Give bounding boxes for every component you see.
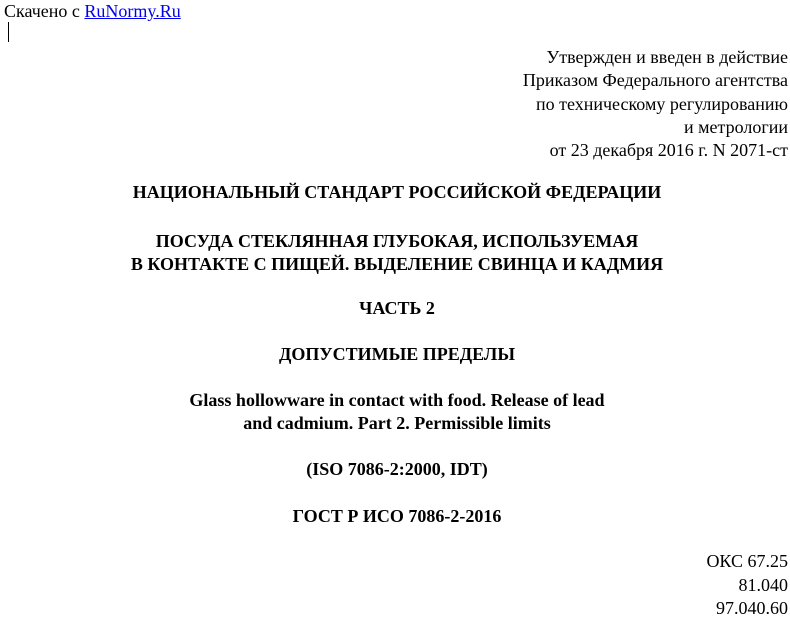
- document-title-ru-line: В КОНТАКТЕ С ПИЩЕЙ. ВЫДЕЛЕНИЕ СВИНЦА И КАДМИЯ: [130, 254, 664, 274]
- subtitle-heading: ДОПУСТИМЫЕ ПРЕДЕЛЫ: [278, 344, 515, 364]
- approval-line: от 23 декабря 2016 г. N 2071-ст: [549, 140, 788, 161]
- iso-reference: (ISO 7086-2:2000, IDT): [306, 459, 488, 479]
- document-title-en-line: and cadmium. Part 2. Permissible limits: [243, 413, 551, 433]
- document-title-ru-line: ПОСУДА СТЕКЛЯННАЯ ГЛУБОКАЯ, ИСПОЛЬЗУЕМАЯ: [155, 231, 639, 251]
- approval-line: и метрологии: [684, 116, 788, 137]
- document-title-en-line: Glass hollowware in contact with food. Release of lead: [189, 390, 605, 410]
- approval-line: по техническому регулированию: [535, 93, 788, 114]
- source-line: [4, 0, 181, 22]
- approval-line: Утвержден и введен в действие: [546, 47, 788, 67]
- document-title-ru: [0, 230, 790, 276]
- source-link[interactable]: RuNormy.Ru: [84, 1, 181, 21]
- gost-designation: ГОСТ Р ИСО 7086-2-2016: [292, 506, 502, 526]
- approval-block: [523, 46, 788, 162]
- classification-block: [706, 550, 788, 621]
- classification-line: ОКС 67.25: [706, 551, 788, 571]
- document-title-en: [0, 389, 790, 435]
- national-standard-heading: НАЦИОНАЛЬНЫЙ СТАНДАРТ РОССИЙСКОЙ ФЕДЕРАЦИИ: [132, 182, 662, 202]
- part-heading: ЧАСТЬ 2: [359, 298, 435, 318]
- source-prefix: Скачено с: [4, 1, 80, 21]
- classification-line: 81.040: [738, 574, 788, 595]
- approval-line: Приказом Федерального агентства: [522, 70, 788, 91]
- classification-line: 97.040.60: [716, 598, 788, 619]
- text-cursor: [8, 22, 9, 42]
